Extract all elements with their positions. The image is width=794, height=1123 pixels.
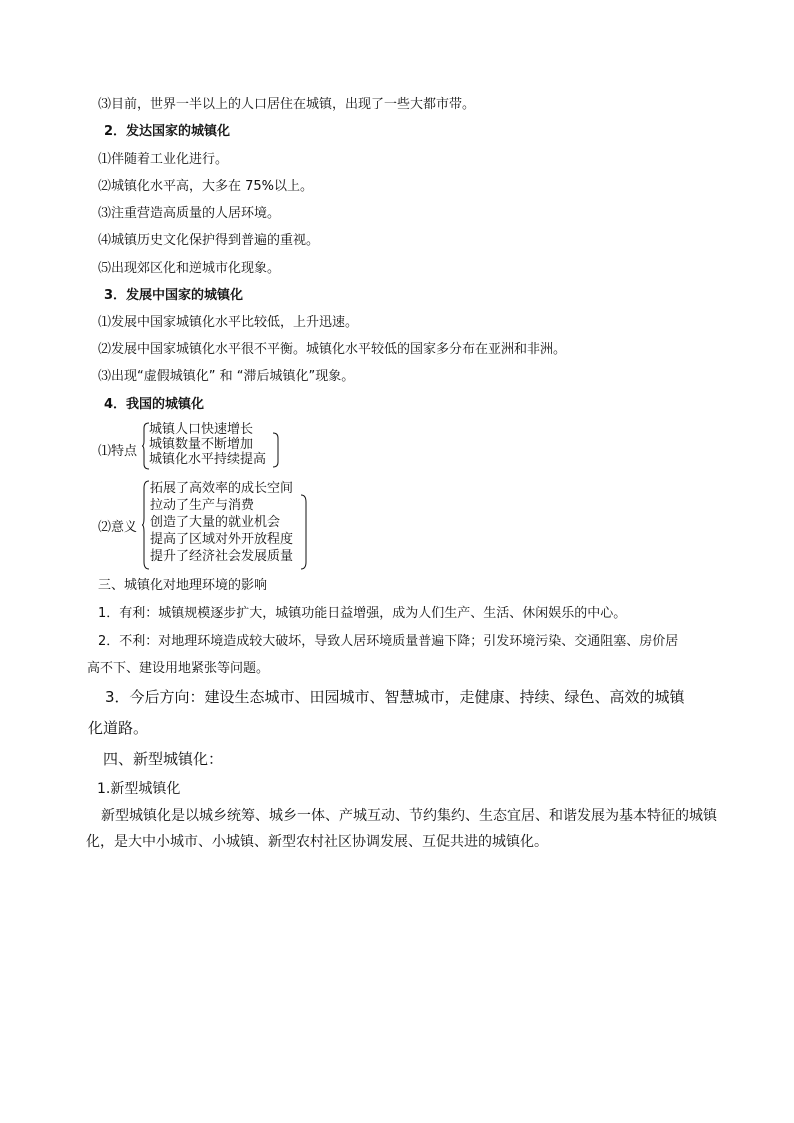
paragraph-line: ⑶出现“虚假城镇化” 和 “滞后城镇化”现象。 — [98, 369, 355, 384]
paragraph-line: 新型城镇化是以城乡统筹、城乡一体、产城互动、节约集约、生态宜居、和谐发展为基本特征的城镇 — [101, 808, 717, 824]
right-bracket-icon — [273, 432, 281, 468]
list-item: 提升了经济社会发展质量 — [150, 549, 294, 564]
significance-label: ⑵意义 — [98, 520, 138, 535]
subheading: 3．发展中国家的城镇化 — [104, 288, 244, 303]
list-item: 拓展了高效率的成长空间 — [150, 481, 294, 496]
list-item: 城镇人口快速增长 — [149, 422, 254, 437]
features-label: ⑴特点 — [98, 444, 138, 459]
list-item: 城镇数量不断增加 — [149, 437, 254, 452]
paragraph-line: 1．有利：城镇规模逐步扩大，城镇功能日益增强，成为人们生产、生活、休闲娱乐的中心。 — [98, 606, 627, 621]
right-bracket-icon — [301, 494, 309, 570]
section-heading: 三、城镇化对地理环境的影响 — [98, 578, 268, 593]
list-item: 提高了区域对外开放程度 — [150, 532, 294, 547]
paragraph-line: ⑷城镇历史文化保护得到普遍的重视。 — [98, 233, 320, 248]
section-heading: 四、新型城镇化： — [103, 750, 224, 768]
left-brace-icon — [142, 480, 150, 570]
subheading: 2．发达国家的城镇化 — [104, 124, 231, 139]
paragraph-line: ⑶目前，世界一半以上的人口居住在城镇，出现了一些大都市带。 — [98, 97, 476, 112]
list-item: 拉动了生产与消费 — [150, 498, 255, 513]
paragraph-line: ⑵城镇化水平高，大多在 75%以上。 — [98, 179, 314, 194]
paragraph-line: ⑴发展中国家城镇化水平比较低，上升迅速。 — [98, 315, 359, 330]
paragraph-line: ⑶注重营造高质量的人居环境。 — [98, 206, 281, 221]
paragraph-line: 化，是大中小城市、小城镇、新型农村社区协调发展、互促共进的城镇化。 — [86, 834, 548, 850]
paragraph-line: 3．今后方向：建设生态城市、田园城市、智慧城市，走健康、持续、绿色、高效的城镇 — [105, 688, 685, 706]
paragraph-line: 2．不利：对地理环境造成较大破坏，导致人居环境质量普遍下降；引发环境污染、交通阻塞、房价居 — [98, 634, 679, 649]
paragraph-line: 化道路。 — [88, 719, 149, 737]
paragraph-line: ⑵发展中国家城镇化水平很不平衡。城镇化水平较低的国家多分布在亚洲和非洲。 — [98, 342, 567, 357]
subheading: 1.新型城镇化 — [97, 781, 181, 797]
subheading: 4．我国的城镇化 — [104, 397, 205, 412]
list-item: 城镇化水平持续提高 — [149, 452, 267, 467]
list-item: 创造了大量的就业机会 — [150, 515, 281, 530]
features-list — [149, 422, 266, 467]
paragraph-line: ⑴伴随着工业化进行。 — [98, 152, 229, 167]
significance-list — [150, 480, 293, 565]
paragraph-line: ⑸出现郊区化和逆城市化现象。 — [98, 261, 281, 276]
paragraph-line: 高不下、建设用地紧张等问题。 — [87, 661, 270, 676]
